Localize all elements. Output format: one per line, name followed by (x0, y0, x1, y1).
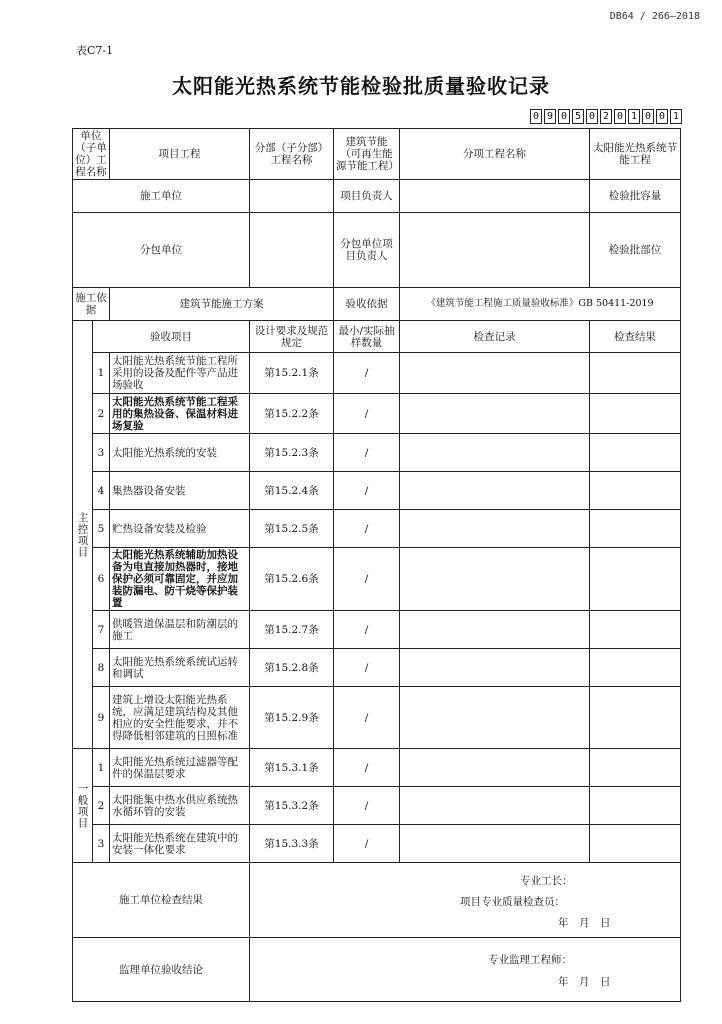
code-digit-box: 2 (600, 109, 612, 124)
code-digit-box: 5 (572, 109, 584, 124)
constructor-value (250, 180, 334, 213)
sub-label: 分包单位 (73, 213, 250, 288)
item-record (400, 687, 590, 749)
item-result (590, 749, 681, 787)
table-row (73, 611, 681, 649)
general-group-label: 一般项目 (73, 749, 93, 863)
item-sample: / (334, 649, 400, 687)
item-record (400, 749, 590, 787)
sub-pm-value (400, 213, 590, 288)
unit-value: 项目工程 (110, 129, 250, 180)
record-table (72, 128, 681, 1002)
item-text: 集热器设备安装 (110, 472, 250, 510)
main-group-label: 主控项目 (73, 321, 93, 749)
constructor-label: 施工单位 (73, 180, 250, 213)
code-digit-box: 0 (530, 109, 542, 124)
page-title: 太阳能光热系统节能检验批质量验收记录 (172, 74, 550, 98)
item-sample: / (334, 394, 400, 434)
engineer-label: 专业监理工程师： (488, 954, 572, 966)
item-result (590, 649, 681, 687)
item-number: 7 (93, 611, 110, 649)
item-clause: 第15.2.1条 (250, 353, 334, 394)
table-row (73, 353, 681, 394)
capacity-label: 检验批容量 (590, 180, 681, 213)
item-text: 供暖管道保温层和防潮层的施工 (110, 611, 250, 649)
standard-number: DB64 / 266—2018 (609, 11, 700, 22)
item-sample: / (334, 611, 400, 649)
code-digit-box: 1 (628, 109, 640, 124)
item-sample: / (334, 749, 400, 787)
table-row (73, 434, 681, 472)
item-record (400, 649, 590, 687)
table-row (73, 787, 681, 825)
item-number: 8 (93, 649, 110, 687)
check-label: 施工单位检查结果 (73, 863, 250, 938)
item-text: 太阳能光热系统辅助加热设备为电直接加热器时，接地保护必须可靠固定，并应加装防漏电、防干烧等保护装置 (110, 548, 250, 611)
item-record (400, 510, 590, 548)
item-result (590, 353, 681, 394)
item-label: 分项工程名称 (400, 129, 590, 180)
col-sample: 最小/实际抽样数量 (334, 321, 400, 353)
item-clause: 第15.2.8条 (250, 649, 334, 687)
item-result (590, 394, 681, 434)
col-item: 验收项目 (93, 321, 250, 353)
item-number: 4 (93, 472, 110, 510)
item-result (590, 687, 681, 749)
item-number: 2 (93, 787, 110, 825)
basis-label: 施工依据 (73, 288, 110, 321)
item-clause: 第15.2.3条 (250, 434, 334, 472)
table-row (73, 472, 681, 510)
item-text: 太阳能集中热水供应系统热水循环管的安装 (110, 787, 250, 825)
table-row (73, 687, 681, 749)
code-boxes (530, 109, 682, 124)
supervise-label: 监理单位验收结论 (73, 938, 250, 1002)
item-number: 1 (93, 749, 110, 787)
item-clause: 第15.2.9条 (250, 687, 334, 749)
code-digit-box: 0 (642, 109, 654, 124)
item-result (590, 825, 681, 863)
table-row (73, 825, 681, 863)
item-text: 太阳能光热系统节能工程所采用的设备及配件等产品进场验收 (110, 353, 250, 394)
item-sample: / (334, 353, 400, 394)
unit-label: 单位（子单位）工程名称 (73, 129, 110, 180)
item-result (590, 510, 681, 548)
item-record (400, 548, 590, 611)
item-sample: / (334, 434, 400, 472)
item-record (400, 434, 590, 472)
supervise-sign-area (250, 938, 681, 1002)
item-sample: / (334, 787, 400, 825)
table-row (73, 510, 681, 548)
item-sample: / (334, 687, 400, 749)
item-clause: 第15.3.3条 (250, 825, 334, 863)
item-sample: / (334, 472, 400, 510)
item-result (590, 472, 681, 510)
check-sign-area (250, 863, 681, 938)
item-clause: 第15.3.1条 (250, 749, 334, 787)
item-result (590, 548, 681, 611)
inspector-label: 项目专业质量检查员： (460, 896, 565, 908)
item-result (590, 611, 681, 649)
basis-value: 建筑节能施工方案 (110, 288, 334, 321)
code-digit-box: 0 (558, 109, 570, 124)
pm-value (400, 180, 590, 213)
part-label: 分部（子分部）工程名称 (250, 129, 334, 180)
part-value: 建筑节能（可再生能源节能工程） (334, 129, 400, 180)
sub-value (250, 213, 334, 288)
item-number: 5 (93, 510, 110, 548)
item-number: 6 (93, 548, 110, 611)
item-clause: 第15.2.2条 (250, 394, 334, 434)
item-number: 3 (93, 434, 110, 472)
code-digit-box: 9 (544, 109, 556, 124)
item-number: 9 (93, 687, 110, 749)
item-number: 1 (93, 353, 110, 394)
item-record (400, 825, 590, 863)
item-text: 贮热设备安装及检验 (110, 510, 250, 548)
col-result: 检查结果 (590, 321, 681, 353)
item-record (400, 472, 590, 510)
item-result (590, 787, 681, 825)
check-date: 年 月 日 (558, 917, 611, 929)
table-row (73, 649, 681, 687)
item-sample: / (334, 548, 400, 611)
item-sample: / (334, 510, 400, 548)
code-digit-box: 1 (670, 109, 682, 124)
item-record (400, 611, 590, 649)
form-number: 表C7-1 (76, 44, 114, 57)
item-number: 3 (93, 825, 110, 863)
item-number: 2 (93, 394, 110, 434)
item-clause: 第15.2.4条 (250, 472, 334, 510)
item-clause: 第15.2.6条 (250, 548, 334, 611)
item-result (590, 434, 681, 472)
table-row (73, 394, 681, 434)
item-clause: 第15.2.5条 (250, 510, 334, 548)
item-sample: / (334, 825, 400, 863)
accept-value: 《建筑节能工程施工质量验收标准》GB 50411-2019 (400, 288, 681, 321)
item-record (400, 787, 590, 825)
code-digit-box: 0 (656, 109, 668, 124)
item-text: 太阳能光热系统系统试运转和调试 (110, 649, 250, 687)
pm-label: 项目负责人 (334, 180, 400, 213)
item-text: 太阳能光热系统的安装 (110, 434, 250, 472)
supervise-date: 年 月 日 (558, 976, 611, 988)
col-record: 检查记录 (400, 321, 590, 353)
table-row (73, 749, 681, 787)
code-digit-box: 0 (614, 109, 626, 124)
item-text: 太阳能光热系统过滤器等配件的保温层要求 (110, 749, 250, 787)
item-record (400, 394, 590, 434)
sub-pm-label: 分包单位项目负责人 (334, 213, 400, 288)
item-text: 建筑上增设太阳能光热系统，应满足建筑结构及其他相应的安全性能要求，并不得降低相邻建筑的日照标准 (110, 687, 250, 749)
foreman-label: 专业工长： (520, 875, 573, 887)
code-digit-box: 0 (586, 109, 598, 124)
location-label: 检验批部位 (590, 213, 681, 288)
accept-label: 验收依据 (334, 288, 400, 321)
item-value: 太阳能光热系统节能工程 (590, 129, 681, 180)
item-clause: 第15.2.7条 (250, 611, 334, 649)
item-clause: 第15.3.2条 (250, 787, 334, 825)
item-text: 太阳能光热系统在建筑中的安装一体化要求 (110, 825, 250, 863)
item-text: 太阳能光热系统节能工程采用的集热设备、保温材料进场复验 (110, 394, 250, 434)
item-record (400, 353, 590, 394)
table-row (73, 548, 681, 611)
col-req: 设计要求及规范规定 (250, 321, 334, 353)
